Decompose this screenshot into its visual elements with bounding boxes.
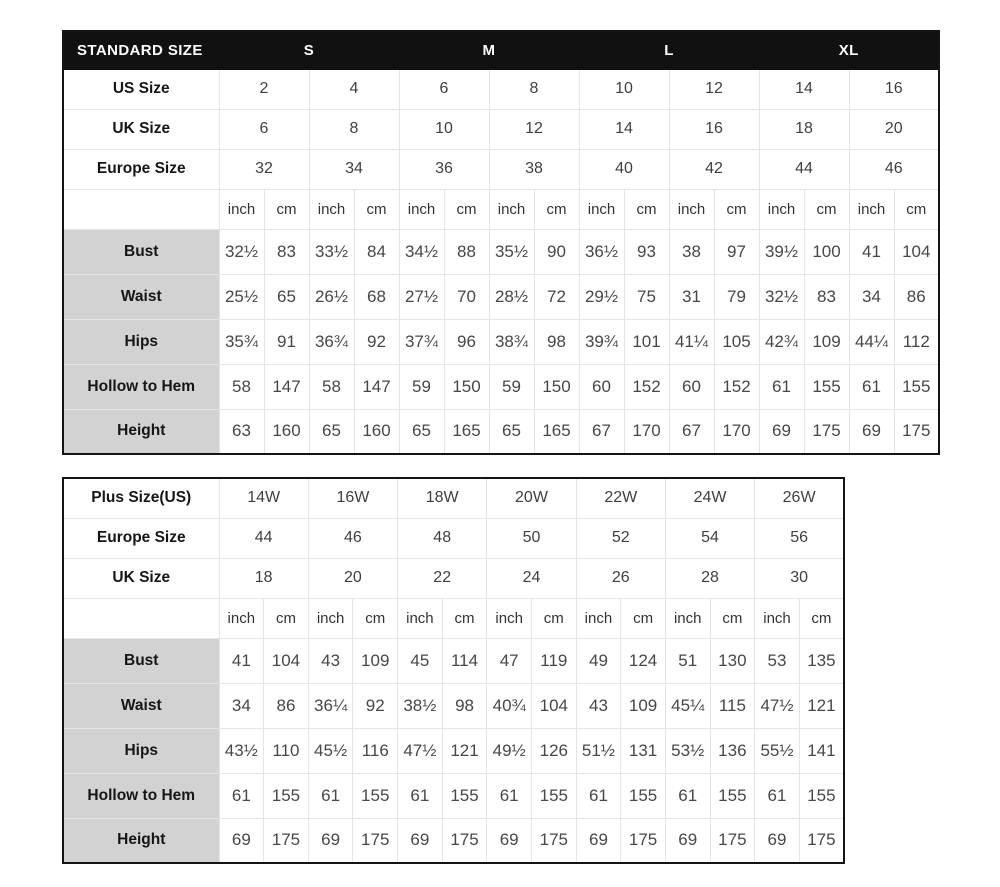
measurement-value: 160 xyxy=(354,409,399,454)
size-value: 48 xyxy=(398,518,487,558)
measurement-value: 25½ xyxy=(219,274,264,319)
measurement-value: 69 xyxy=(398,818,443,863)
measurement-value: 47½ xyxy=(755,683,800,728)
chart-title: STANDARD SIZE xyxy=(63,31,219,69)
measurement-value: 35¾ xyxy=(219,319,264,364)
measurement-value: 33½ xyxy=(309,229,354,274)
size-value: 18W xyxy=(398,478,487,518)
size-value: 4 xyxy=(309,69,399,109)
unit-row-spacer xyxy=(63,189,219,229)
measurement-value: 69 xyxy=(759,409,804,454)
unit-cm-label: cm xyxy=(353,598,398,638)
measurement-value: 175 xyxy=(264,818,309,863)
unit-inch-label: inch xyxy=(399,189,444,229)
measurement-value: 26½ xyxy=(309,274,354,319)
measurement-value: 45½ xyxy=(308,728,353,773)
measurement-value: 175 xyxy=(804,409,849,454)
measurement-label: Height xyxy=(63,818,219,863)
measurement-value: 147 xyxy=(264,364,309,409)
measurement-value: 92 xyxy=(354,319,399,364)
measurement-value: 38¾ xyxy=(489,319,534,364)
measurement-value: 67 xyxy=(579,409,624,454)
measurement-value: 61 xyxy=(755,773,800,818)
measurement-value: 155 xyxy=(264,773,309,818)
measurement-value: 53½ xyxy=(665,728,710,773)
measurement-value: 58 xyxy=(309,364,354,409)
measurement-label: Bust xyxy=(63,638,219,683)
measurement-value: 175 xyxy=(442,818,487,863)
measurement-value: 79 xyxy=(714,274,759,319)
measurement-value: 34 xyxy=(849,274,894,319)
measurement-value: 170 xyxy=(624,409,669,454)
measurement-value: 96 xyxy=(444,319,489,364)
measurement-value: 61 xyxy=(487,773,532,818)
measurement-value: 88 xyxy=(444,229,489,274)
measurement-value: 63 xyxy=(219,409,264,454)
measurement-value: 97 xyxy=(714,229,759,274)
measurement-label: Waist xyxy=(63,683,219,728)
measurement-value: 27½ xyxy=(399,274,444,319)
measurement-value: 39¾ xyxy=(579,319,624,364)
unit-row xyxy=(63,189,939,229)
measurement-value: 65 xyxy=(309,409,354,454)
measurement-value: 92 xyxy=(353,683,398,728)
measurement-value: 29½ xyxy=(579,274,624,319)
measurement-value: 43 xyxy=(308,638,353,683)
unit-inch-label: inch xyxy=(487,598,532,638)
size-value: 44 xyxy=(219,518,308,558)
measurement-value: 165 xyxy=(444,409,489,454)
measurement-value: 45¼ xyxy=(665,683,710,728)
measurement-value: 165 xyxy=(534,409,579,454)
measurement-value: 65 xyxy=(489,409,534,454)
measurement-label: Hips xyxy=(63,728,219,773)
measurement-value: 35½ xyxy=(489,229,534,274)
standard-tbody xyxy=(63,31,939,454)
measurement-value: 147 xyxy=(354,364,399,409)
plus-tbody xyxy=(63,478,844,863)
size-value: 42 xyxy=(669,149,759,189)
row-label: UK Size xyxy=(63,109,219,149)
measurement-label: Bust xyxy=(63,229,219,274)
size-row xyxy=(63,478,844,518)
size-value: 54 xyxy=(665,518,754,558)
measurement-value: 43½ xyxy=(219,728,264,773)
measurement-value: 136 xyxy=(710,728,755,773)
measurement-value: 69 xyxy=(219,818,264,863)
plus-size-table xyxy=(62,477,845,864)
measurement-row xyxy=(63,319,939,364)
group-header-l: L xyxy=(579,31,759,69)
size-value: 12 xyxy=(489,109,579,149)
measurement-value: 83 xyxy=(264,229,309,274)
measurement-value: 61 xyxy=(308,773,353,818)
unit-inch-label: inch xyxy=(308,598,353,638)
measurement-value: 61 xyxy=(219,773,264,818)
measurement-value: 160 xyxy=(264,409,309,454)
measurement-value: 69 xyxy=(849,409,894,454)
measurement-value: 104 xyxy=(531,683,576,728)
unit-cm-label: cm xyxy=(624,189,669,229)
measurement-value: 28½ xyxy=(489,274,534,319)
measurement-value: 36¼ xyxy=(308,683,353,728)
unit-inch-label: inch xyxy=(579,189,624,229)
measurement-value: 32½ xyxy=(219,229,264,274)
measurement-value: 105 xyxy=(714,319,759,364)
size-value: 32 xyxy=(219,149,309,189)
measurement-value: 65 xyxy=(399,409,444,454)
measurement-value: 61 xyxy=(576,773,621,818)
unit-cm-label: cm xyxy=(799,598,844,638)
measurement-value: 155 xyxy=(353,773,398,818)
measurement-value: 69 xyxy=(665,818,710,863)
measurement-value: 93 xyxy=(624,229,669,274)
chart-header-row xyxy=(63,31,939,69)
measurement-value: 170 xyxy=(714,409,759,454)
size-value: 18 xyxy=(759,109,849,149)
measurement-value: 34½ xyxy=(399,229,444,274)
unit-row xyxy=(63,598,844,638)
unit-inch-label: inch xyxy=(665,598,710,638)
measurement-value: 69 xyxy=(487,818,532,863)
unit-inch-label: inch xyxy=(669,189,714,229)
unit-row-spacer xyxy=(63,598,219,638)
measurement-value: 61 xyxy=(398,773,443,818)
measurement-value: 45 xyxy=(398,638,443,683)
measurement-value: 98 xyxy=(442,683,487,728)
size-value: 20 xyxy=(849,109,939,149)
measurement-value: 59 xyxy=(399,364,444,409)
size-value: 20 xyxy=(308,558,397,598)
measurement-value: 44¼ xyxy=(849,319,894,364)
measurement-value: 114 xyxy=(442,638,487,683)
measurement-value: 155 xyxy=(710,773,755,818)
measurement-value: 104 xyxy=(264,638,309,683)
unit-cm-label: cm xyxy=(804,189,849,229)
unit-inch-label: inch xyxy=(309,189,354,229)
size-value: 18 xyxy=(219,558,308,598)
measurement-value: 175 xyxy=(353,818,398,863)
measurement-label: Waist xyxy=(63,274,219,319)
measurement-value: 69 xyxy=(308,818,353,863)
unit-inch-label: inch xyxy=(849,189,894,229)
size-value: 46 xyxy=(308,518,397,558)
unit-inch-label: inch xyxy=(398,598,443,638)
unit-inch-label: inch xyxy=(576,598,621,638)
size-value: 50 xyxy=(487,518,576,558)
unit-inch-label: inch xyxy=(759,189,804,229)
measurement-value: 36¾ xyxy=(309,319,354,364)
unit-inch-label: inch xyxy=(219,598,264,638)
measurement-value: 155 xyxy=(894,364,939,409)
measurement-value: 100 xyxy=(804,229,849,274)
size-value: 30 xyxy=(755,558,844,598)
row-label: US Size xyxy=(63,69,219,109)
measurement-value: 53 xyxy=(755,638,800,683)
measurement-value: 109 xyxy=(804,319,849,364)
measurement-value: 155 xyxy=(799,773,844,818)
size-value: 40 xyxy=(579,149,669,189)
size-value: 34 xyxy=(309,149,399,189)
measurement-value: 37¾ xyxy=(399,319,444,364)
size-value: 56 xyxy=(755,518,844,558)
measurement-value: 67 xyxy=(669,409,714,454)
size-value: 6 xyxy=(219,109,309,149)
measurement-row xyxy=(63,229,939,274)
measurement-value: 130 xyxy=(710,638,755,683)
size-value: 8 xyxy=(489,69,579,109)
unit-cm-label: cm xyxy=(534,189,579,229)
measurement-value: 86 xyxy=(894,274,939,319)
measurement-value: 40¾ xyxy=(487,683,532,728)
measurement-value: 43 xyxy=(576,683,621,728)
measurement-value: 65 xyxy=(264,274,309,319)
row-label: Plus Size(US) xyxy=(63,478,219,518)
measurement-value: 84 xyxy=(354,229,399,274)
measurement-value: 83 xyxy=(804,274,849,319)
measurement-value: 38½ xyxy=(398,683,443,728)
measurement-value: 175 xyxy=(894,409,939,454)
measurement-value: 60 xyxy=(669,364,714,409)
size-value: 36 xyxy=(399,149,489,189)
measurement-value: 72 xyxy=(534,274,579,319)
measurement-value: 36½ xyxy=(579,229,624,274)
measurement-value: 70 xyxy=(444,274,489,319)
measurement-value: 69 xyxy=(755,818,800,863)
size-value: 16W xyxy=(308,478,397,518)
unit-cm-label: cm xyxy=(442,598,487,638)
unit-cm-label: cm xyxy=(621,598,666,638)
measurement-row xyxy=(63,728,844,773)
measurement-value: 101 xyxy=(624,319,669,364)
measurement-value: 61 xyxy=(665,773,710,818)
measurement-value: 68 xyxy=(354,274,399,319)
group-header-xl: XL xyxy=(759,31,939,69)
unit-cm-label: cm xyxy=(264,189,309,229)
measurement-value: 110 xyxy=(264,728,309,773)
measurement-value: 69 xyxy=(576,818,621,863)
unit-inch-label: inch xyxy=(489,189,534,229)
measurement-value: 126 xyxy=(531,728,576,773)
measurement-value: 150 xyxy=(534,364,579,409)
measurement-value: 34 xyxy=(219,683,264,728)
size-value: 14W xyxy=(219,478,308,518)
size-value: 10 xyxy=(579,69,669,109)
measurement-value: 116 xyxy=(353,728,398,773)
measurement-label: Hips xyxy=(63,319,219,364)
measurement-value: 152 xyxy=(714,364,759,409)
size-value: 46 xyxy=(849,149,939,189)
measurement-value: 60 xyxy=(579,364,624,409)
size-value: 16 xyxy=(849,69,939,109)
size-value: 16 xyxy=(669,109,759,149)
row-label: Europe Size xyxy=(63,518,219,558)
measurement-value: 41¼ xyxy=(669,319,714,364)
measurement-value: 51 xyxy=(665,638,710,683)
measurement-value: 119 xyxy=(531,638,576,683)
standard-size-table xyxy=(62,30,940,455)
measurement-row xyxy=(63,638,844,683)
measurement-value: 175 xyxy=(799,818,844,863)
measurement-label: Height xyxy=(63,409,219,454)
measurement-value: 98 xyxy=(534,319,579,364)
measurement-label: Hollow to Hem xyxy=(63,364,219,409)
measurement-value: 155 xyxy=(531,773,576,818)
size-value: 44 xyxy=(759,149,849,189)
unit-inch-label: inch xyxy=(755,598,800,638)
measurement-value: 141 xyxy=(799,728,844,773)
measurement-row xyxy=(63,683,844,728)
group-header-s: S xyxy=(219,31,399,69)
unit-cm-label: cm xyxy=(714,189,759,229)
measurement-label: Hollow to Hem xyxy=(63,773,219,818)
measurement-value: 39½ xyxy=(759,229,804,274)
unit-inch-label: inch xyxy=(219,189,264,229)
row-label: UK Size xyxy=(63,558,219,598)
measurement-value: 150 xyxy=(444,364,489,409)
measurement-value: 175 xyxy=(531,818,576,863)
measurement-value: 59 xyxy=(489,364,534,409)
measurement-value: 155 xyxy=(442,773,487,818)
measurement-value: 175 xyxy=(710,818,755,863)
measurement-value: 86 xyxy=(264,683,309,728)
size-value: 28 xyxy=(665,558,754,598)
group-header-m: M xyxy=(399,31,579,69)
size-value: 10 xyxy=(399,109,489,149)
measurement-value: 75 xyxy=(624,274,669,319)
size-row xyxy=(63,518,844,558)
size-value: 14 xyxy=(759,69,849,109)
measurement-value: 38 xyxy=(669,229,714,274)
measurement-value: 112 xyxy=(894,319,939,364)
measurement-value: 61 xyxy=(849,364,894,409)
row-label: Europe Size xyxy=(63,149,219,189)
measurement-value: 49½ xyxy=(487,728,532,773)
measurement-value: 115 xyxy=(710,683,755,728)
measurement-row xyxy=(63,773,844,818)
measurement-value: 109 xyxy=(353,638,398,683)
measurement-value: 135 xyxy=(799,638,844,683)
measurement-value: 90 xyxy=(534,229,579,274)
measurement-value: 124 xyxy=(621,638,666,683)
measurement-value: 51½ xyxy=(576,728,621,773)
measurement-value: 155 xyxy=(621,773,666,818)
measurement-value: 131 xyxy=(621,728,666,773)
measurement-value: 121 xyxy=(442,728,487,773)
measurement-value: 55½ xyxy=(755,728,800,773)
size-row xyxy=(63,558,844,598)
measurement-value: 104 xyxy=(894,229,939,274)
measurement-value: 121 xyxy=(799,683,844,728)
measurement-value: 109 xyxy=(621,683,666,728)
measurement-value: 61 xyxy=(759,364,804,409)
measurement-row xyxy=(63,409,939,454)
measurement-value: 47½ xyxy=(398,728,443,773)
size-value: 26W xyxy=(755,478,844,518)
unit-cm-label: cm xyxy=(354,189,399,229)
size-value: 12 xyxy=(669,69,759,109)
measurement-value: 175 xyxy=(621,818,666,863)
size-value: 20W xyxy=(487,478,576,518)
size-value: 6 xyxy=(399,69,489,109)
measurement-value: 41 xyxy=(219,638,264,683)
size-value: 26 xyxy=(576,558,665,598)
measurement-value: 49 xyxy=(576,638,621,683)
size-value: 24 xyxy=(487,558,576,598)
size-row xyxy=(63,149,939,189)
size-value: 14 xyxy=(579,109,669,149)
size-value: 2 xyxy=(219,69,309,109)
measurement-value: 155 xyxy=(804,364,849,409)
size-value: 22 xyxy=(398,558,487,598)
measurement-value: 31 xyxy=(669,274,714,319)
measurement-value: 58 xyxy=(219,364,264,409)
size-value: 24W xyxy=(665,478,754,518)
size-value: 52 xyxy=(576,518,665,558)
size-value: 8 xyxy=(309,109,399,149)
measurement-value: 47 xyxy=(487,638,532,683)
size-row xyxy=(63,109,939,149)
size-value: 38 xyxy=(489,149,579,189)
unit-cm-label: cm xyxy=(710,598,755,638)
size-value: 22W xyxy=(576,478,665,518)
unit-cm-label: cm xyxy=(264,598,309,638)
size-row xyxy=(63,69,939,109)
measurement-value: 152 xyxy=(624,364,669,409)
measurement-value: 32½ xyxy=(759,274,804,319)
measurement-value: 42¾ xyxy=(759,319,804,364)
measurement-value: 41 xyxy=(849,229,894,274)
unit-cm-label: cm xyxy=(444,189,489,229)
unit-cm-label: cm xyxy=(531,598,576,638)
measurement-value: 91 xyxy=(264,319,309,364)
unit-cm-label: cm xyxy=(894,189,939,229)
measurement-row xyxy=(63,818,844,863)
measurement-row xyxy=(63,364,939,409)
measurement-row xyxy=(63,274,939,319)
